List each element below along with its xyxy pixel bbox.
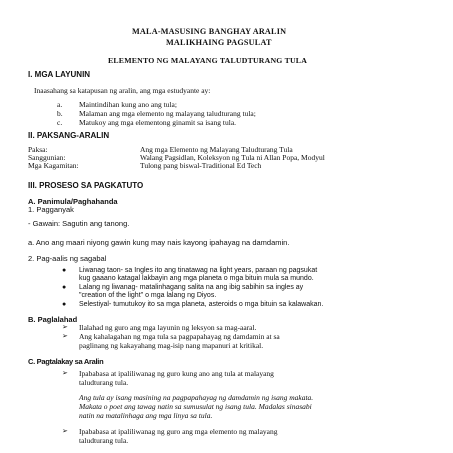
field-label: Mga Kagamitan: [28,161,79,170]
field-value: Walang Pagsidlan, Koleksyon ng Tula ni Allan Popa, Modyul [140,153,325,162]
list-marker: b. [57,109,63,118]
list-item: Selestiyal- tumutukoy ito sa mga planeta, asteroids o mga bituin sa kalawakan. [79,301,324,308]
field-value: Tulong pang biswal-Traditional Ed Tech [140,161,262,170]
list-item: Liwanag taon- sa Ingles ito ang tinatawag na light years, paraan ng pagsukat [79,267,318,274]
field-label: Sanggunian: [28,153,66,162]
field-label: Paksa: [28,145,48,154]
list-item: paglinang ng kakayahang mag-isip nang mapanuri at kritikal. [79,341,264,350]
field-value: Ang mga Elemento ng Malayang Taludturang Tula [140,145,293,154]
document-title: MALA-MASUSING BANGHAY ARALIN [132,27,287,36]
document-subtitle: ELEMENTO NG MALAYANG TALUDTURANG TULA [108,56,308,65]
subheading-pagtalakay: C. Pagtalakay sa Aralin [28,357,104,366]
step-pag-aalis: 2. Pag-aalis ng sagabal [28,254,107,263]
italic-paragraph-line: natin na matalinhaga ang mga linya sa tula. [79,411,213,420]
gawain-line: - Gawain: Sagutin ang tanong. [28,219,130,228]
disc-bullet-icon: ● [62,284,67,291]
question-line: a. Ano ang maari niyong gawin kung may nais kayong ipahayag na damdamin. [28,238,290,247]
list-item: kug gaaano katagal lakbayin ang mga planeta o mga bituin mula sa mundo. [79,275,314,282]
section-heading-layunin: I. MGA LAYUNIN [28,70,91,79]
list-item: Ipababasa at ipaliliwanag ng guro ang mga elemento ng malayang [79,427,278,436]
list-item: taludturang tula. [79,436,129,445]
list-item: Matukoy ang mga elementong ginamit sa isang tula. [79,118,237,127]
list-marker: c. [57,118,63,127]
arrow-bullet-icon: ➢ [62,428,68,435]
list-marker: a. [57,100,63,109]
list-item: taludturang tula. [79,378,129,387]
section-heading-proseso: III. PROSESO SA PAGKATUTO [28,181,144,190]
list-item: Ilalahad ng guro ang mga layunin ng leksyon sa mag-aaral. [79,323,257,332]
subheading-panimula: A. Panimula/Paghahanda [28,197,118,206]
section-heading-paksang-aralin: II. PAKSANG-ARALIN [28,131,110,140]
subheading-paglalahad: B. Paglalahad [28,315,78,324]
list-item: "creation of the light" o mga lalang ng Diyos. [79,292,217,299]
list-item: Lalang ng liwanag- matalinhagang salita na ang ibig sabihin sa ingles ay [79,284,304,291]
section-intro: Inaasahang sa katapusan ng aralin, ang mga estudyante ay: [34,86,211,95]
list-item: Maintindihan kung ano ang tula; [79,100,177,109]
document-title-line2: MALIKHAING PAGSULAT [166,38,272,47]
arrow-bullet-icon: ➢ [62,333,68,340]
disc-bullet-icon: ● [62,301,67,308]
list-item: Ipababasa at ipaliliwanag ng guro kung ano ang tula at malayang [79,369,274,378]
list-item: Malaman ang mga elemento ng malayang taludturang tula; [79,109,256,118]
italic-paragraph-line: Ang tula ay isang masining na pagpapahayag ng damdamin ng isang makata. [79,393,314,402]
arrow-bullet-icon: ➢ [62,370,68,377]
italic-paragraph-line: Makata o poet ang tawag natin sa sumusulat ng isang tula. Madalas sinasabi [79,402,312,411]
list-item: Ang kahalagahan ng mga tula sa pagpapahayag ng damdamin at sa [79,332,280,341]
arrow-bullet-icon: ➢ [62,324,68,331]
step-pagganyak: 1. Pagganyak [28,205,74,214]
disc-bullet-icon: ● [62,267,67,274]
